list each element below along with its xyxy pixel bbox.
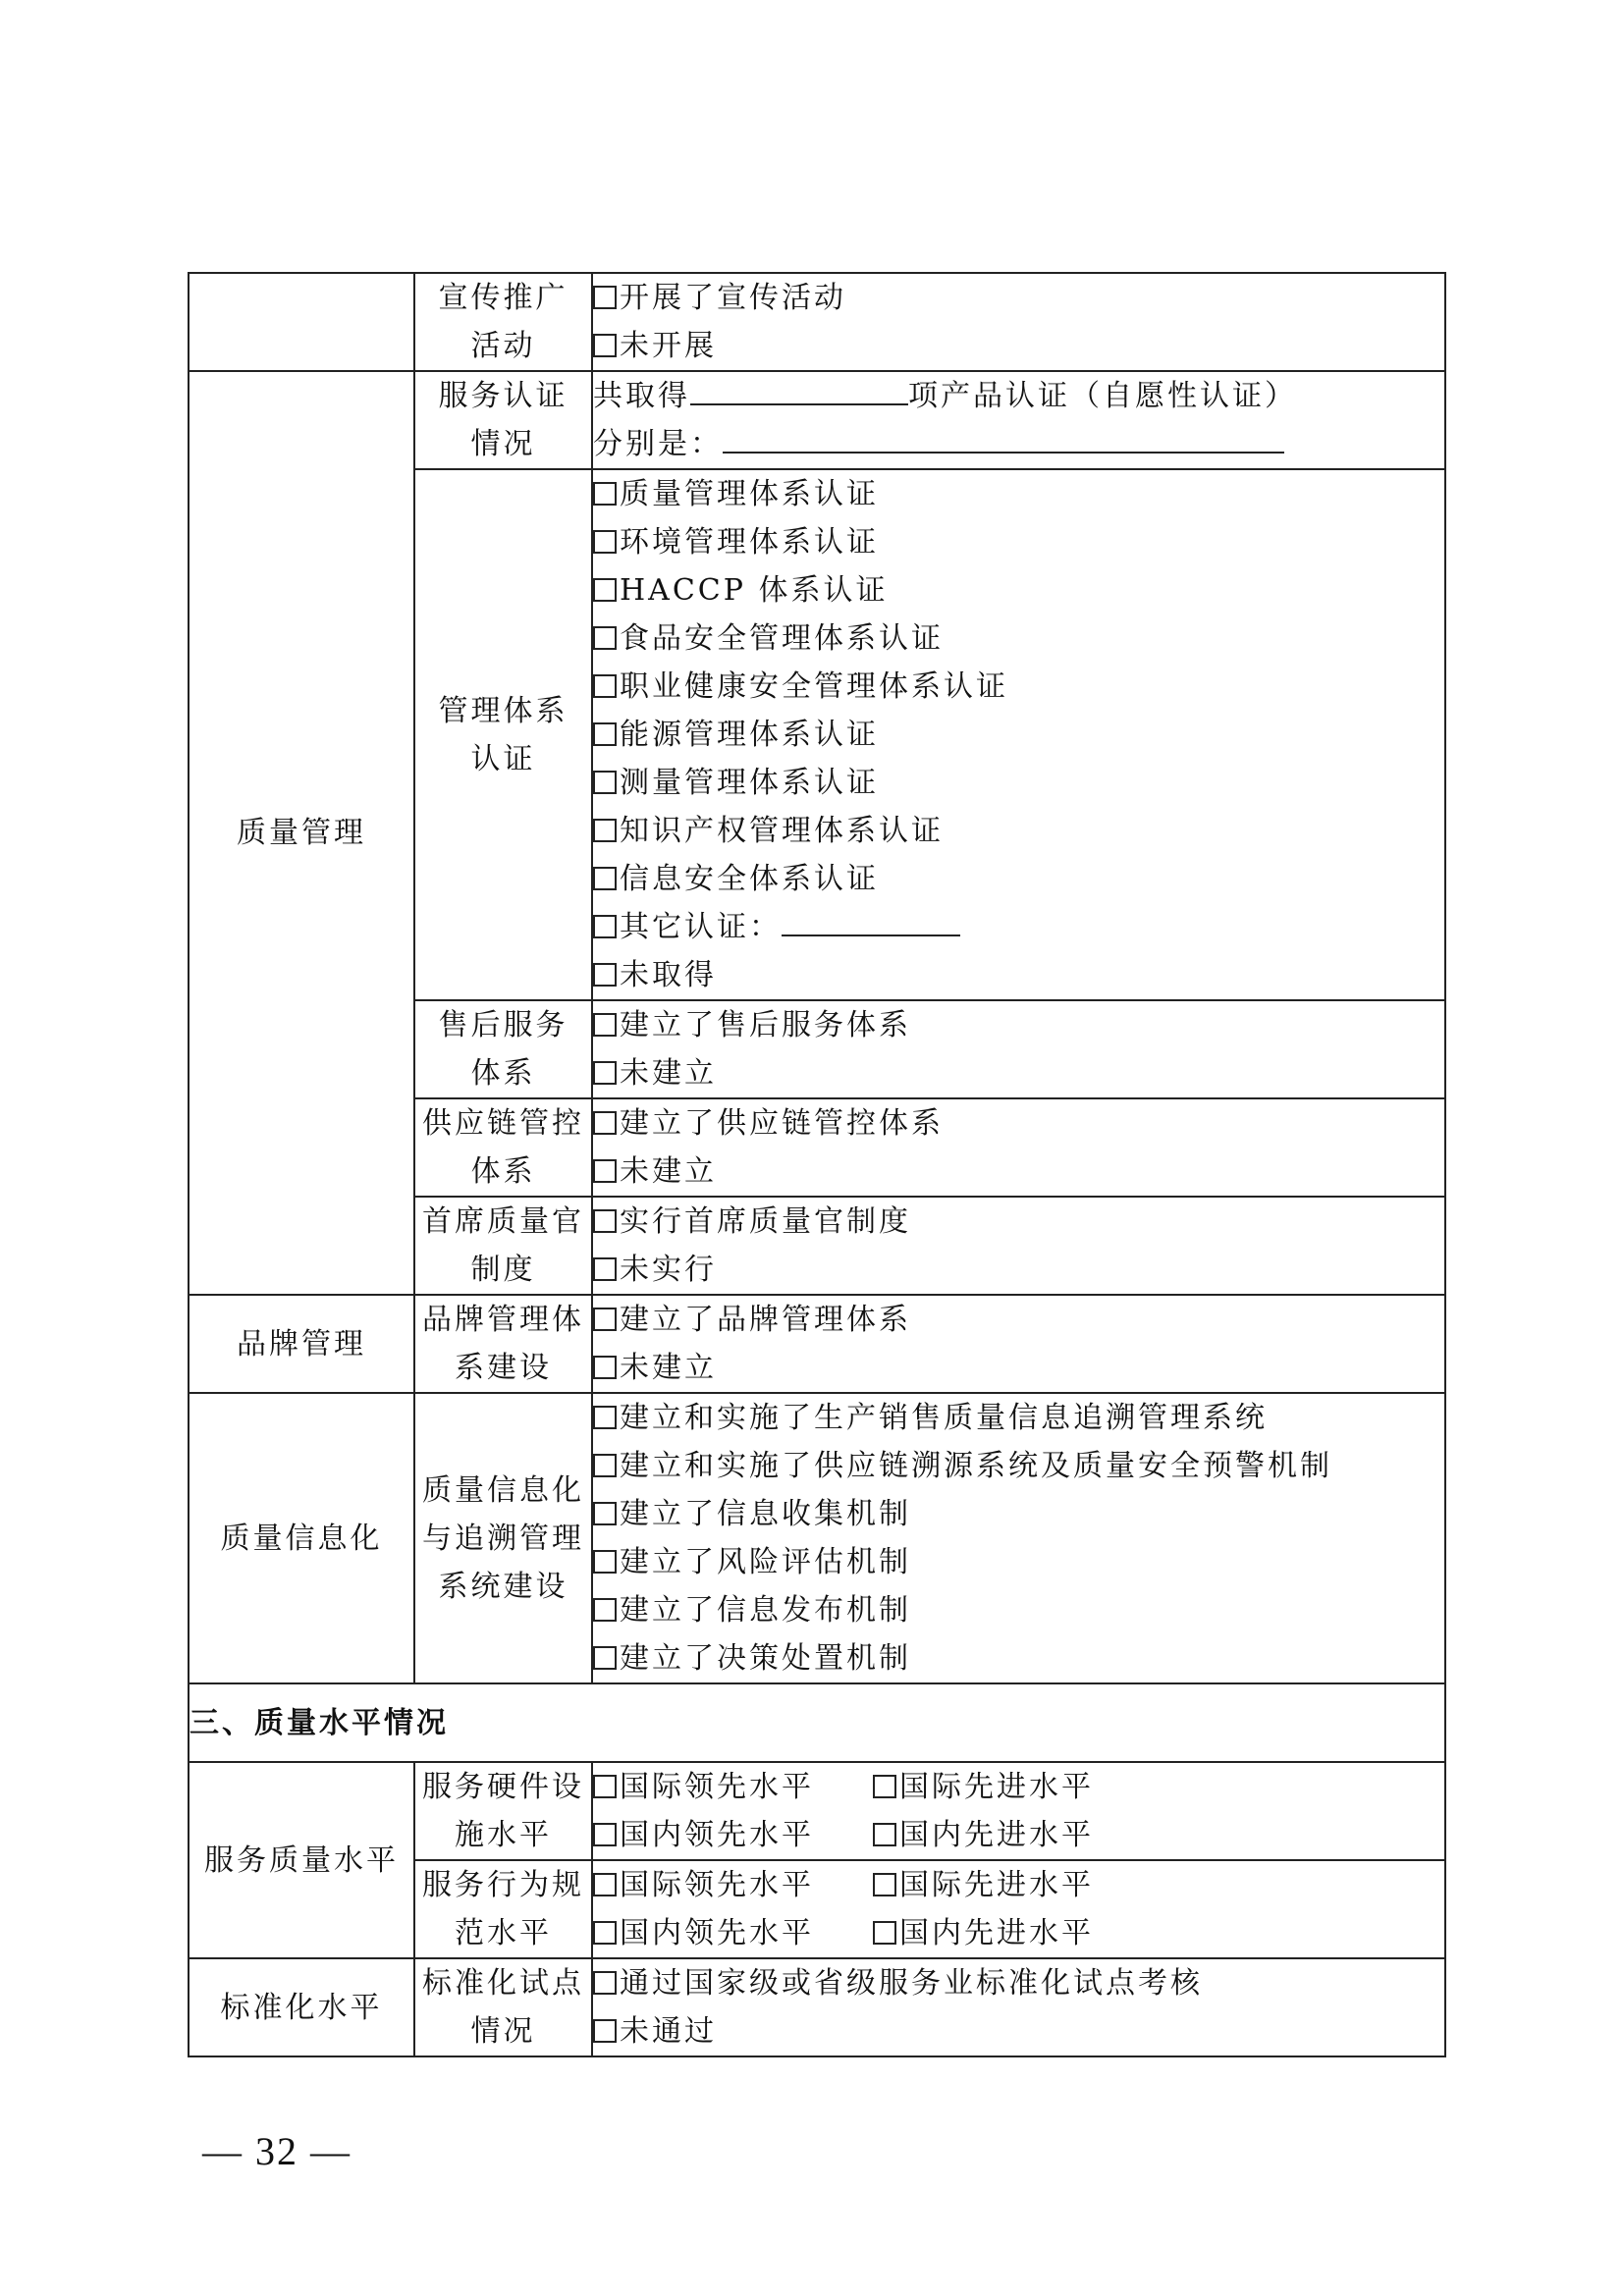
option-label: 建立了风险评估机制 (620, 1545, 911, 1579)
options-cell (592, 1393, 1445, 1683)
checkbox-square-icon (873, 1775, 896, 1798)
checkbox-square-icon (593, 674, 617, 698)
subcategory-text: 与追溯管理 (422, 1521, 584, 1556)
checkbox-square-icon (593, 1775, 617, 1798)
checkbox-square-icon (593, 1257, 617, 1281)
subcategory-cell (414, 1197, 592, 1295)
category-cell-empty (189, 273, 414, 371)
option-label: 未通过 (620, 2014, 717, 2049)
checkbox-option (593, 1811, 873, 1859)
subcategory-text: 范水平 (455, 1916, 552, 1950)
checkbox-square-icon (593, 963, 617, 987)
subcategory-cell (414, 1000, 592, 1098)
subcategory-cell (414, 469, 592, 1000)
option-label: 未建立 (620, 1056, 717, 1091)
option-pair-line (593, 1861, 1444, 1909)
option-label: 建立了信息收集机制 (620, 1497, 911, 1531)
checkbox-option (593, 518, 1444, 566)
fill-in-suffix: 项产品认证（自愿性认证） (908, 379, 1297, 413)
subcategory-text: 制度 (470, 1253, 536, 1287)
checkbox-option (593, 322, 1444, 370)
fill-in-prefix: 共取得 (593, 379, 690, 413)
checkbox-option (593, 1586, 1444, 1634)
option-label: 未取得 (620, 958, 717, 992)
checkbox-option (593, 1538, 1444, 1586)
checkbox-option (873, 1818, 1094, 1852)
option-label: 国内先进水平 (899, 1916, 1094, 1950)
subcategory-text: 质量信息化 (422, 1472, 584, 1508)
subcategory-text: 标准化试点 (422, 1966, 584, 2001)
fill-in-prefix: 分别是： (593, 427, 723, 461)
checkbox-square-icon (593, 771, 617, 794)
page-number: 32 (255, 2129, 298, 2173)
subcategory-text: 系统建设 (438, 1569, 568, 1604)
option-label: 环境管理体系认证 (620, 525, 879, 560)
option-label: 建立了供应链管控体系 (620, 1106, 944, 1141)
enterprise-quality-form (188, 272, 1446, 2057)
checkbox-square-icon (593, 1921, 617, 1945)
checkbox-option (873, 1868, 1094, 1902)
subcategory-cell (414, 1958, 592, 2056)
checkbox-option (593, 855, 1444, 903)
category-cell (189, 371, 414, 1295)
subcategory-text: 活动 (470, 329, 536, 363)
checkbox-option (593, 1148, 1444, 1196)
option-label: 建立了决策处置机制 (620, 1641, 911, 1676)
subcategory-text: 品牌管理体 (422, 1303, 584, 1337)
checkbox-option (593, 807, 1444, 855)
checkbox-square-icon (593, 1971, 617, 1995)
options-cell (592, 1000, 1445, 1098)
table-row-service-hardware (189, 1762, 1445, 1860)
checkbox-option (593, 1909, 873, 1957)
cert-names-line (593, 420, 1444, 468)
checkbox-option (593, 1490, 1444, 1538)
blank-underline (690, 374, 908, 405)
option-label: 建立和实施了生产销售质量信息追溯管理系统 (620, 1401, 1268, 1435)
blank-underline (723, 422, 1284, 454)
category-label: 标准化水平 (220, 1990, 383, 2025)
subcategory-text: 情况 (470, 2014, 536, 2049)
option-label: 建立和实施了供应链溯源系统及质量安全预警机制 (620, 1449, 1332, 1483)
checkbox-option (593, 1099, 1444, 1148)
table-row-standardization (189, 1958, 1445, 2056)
checkbox-option (593, 951, 1444, 999)
subcategory-cell (414, 1393, 592, 1683)
category-cell (189, 1295, 414, 1393)
option-label: 质量管理体系认证 (620, 477, 879, 511)
option-label: 未建立 (620, 1154, 717, 1189)
option-label: 未开展 (620, 329, 717, 363)
option-label: 国内领先水平 (620, 1818, 814, 1852)
option-label: 国内先进水平 (899, 1818, 1094, 1852)
subcategory-cell (414, 1295, 592, 1393)
subcategory-text: 系建设 (455, 1351, 552, 1385)
checkbox-option (593, 663, 1444, 711)
checkbox-square-icon (593, 286, 617, 309)
section-heading: 三、质量水平情况 (189, 1683, 1445, 1762)
option-label: 职业健康安全管理体系认证 (620, 669, 1008, 704)
subcategory-cell (414, 1098, 592, 1197)
checkbox-option (593, 1049, 1444, 1097)
subcategory-text: 认证 (470, 741, 536, 776)
checkbox-square-icon (873, 1823, 896, 1846)
subcategory-text: 供应链管控 (422, 1106, 584, 1141)
checkbox-option (873, 1770, 1094, 1804)
footer-dash: — (310, 2129, 352, 2173)
table-row-section-heading (189, 1683, 1445, 1762)
option-label: 国际领先水平 (620, 1868, 814, 1902)
category-label: 服务质量水平 (204, 1842, 399, 1878)
checkbox-option (593, 1344, 1444, 1392)
checkbox-option (593, 566, 1444, 614)
checkbox-option (593, 903, 1444, 951)
option-pair-line (593, 1763, 1444, 1811)
table-row-service-cert (189, 371, 1445, 469)
table-row-informatization (189, 1393, 1445, 1683)
option-label: 国际领先水平 (620, 1770, 814, 1804)
subcategory-text: 施水平 (455, 1818, 552, 1852)
table-row-brand (189, 1295, 1445, 1393)
options-cell (592, 1958, 1445, 2056)
checkbox-square-icon (593, 1159, 617, 1183)
option-label: HACCP 体系认证 (620, 573, 889, 608)
category-cell (189, 1958, 414, 2056)
checkbox-square-icon (593, 1550, 617, 1574)
checkbox-square-icon (593, 1406, 617, 1429)
subcategory-text: 情况 (470, 427, 536, 461)
subcategory-text: 售后服务 (438, 1008, 568, 1042)
checkbox-square-icon (593, 1502, 617, 1525)
option-label: 建立了信息发布机制 (620, 1593, 911, 1628)
checkbox-option (593, 614, 1444, 663)
category-label: 质量信息化 (220, 1521, 383, 1556)
cert-count-line (593, 372, 1444, 420)
blank-underline (782, 905, 960, 936)
option-label: 食品安全管理体系认证 (620, 621, 944, 656)
checkbox-option (593, 1198, 1444, 1246)
checkbox-option (593, 1442, 1444, 1490)
category-cell (189, 1762, 414, 1958)
checkbox-square-icon (593, 867, 617, 890)
options-cell (592, 371, 1445, 469)
option-label: 能源管理体系认证 (620, 718, 879, 752)
options-cell (592, 1295, 1445, 1393)
options-cell (592, 1098, 1445, 1197)
subcategory-text: 管理体系 (438, 693, 568, 728)
checkbox-option (593, 1959, 1444, 2007)
subcategory-text: 服务认证 (438, 379, 568, 413)
checkbox-square-icon (593, 1646, 617, 1670)
checkbox-square-icon (593, 482, 617, 506)
subcategory-cell (414, 371, 592, 469)
subcategory-text: 首席质量官 (422, 1204, 584, 1239)
subcategory-cell (414, 1860, 592, 1958)
option-pair-line (593, 1909, 1444, 1957)
checkbox-option (593, 274, 1444, 322)
subcategory-text: 体系 (470, 1056, 536, 1091)
checkbox-square-icon (593, 1308, 617, 1331)
option-label: 知识产权管理体系认证 (620, 814, 944, 848)
checkbox-square-icon (593, 1013, 617, 1037)
options-cell (592, 1197, 1445, 1295)
option-label: 未实行 (620, 1253, 717, 1287)
option-pair-line (593, 1811, 1444, 1859)
checkbox-square-icon (593, 722, 617, 746)
option-label: 通过国家级或省级服务业标准化试点考核 (620, 1966, 1203, 2001)
category-label: 质量管理 (237, 816, 366, 850)
checkbox-square-icon (873, 1921, 896, 1945)
option-label: 实行首席质量官制度 (620, 1204, 911, 1239)
options-cell (592, 1762, 1445, 1860)
checkbox-option (593, 759, 1444, 807)
option-label: 开展了宣传活动 (620, 281, 846, 315)
checkbox-square-icon (593, 1209, 617, 1233)
checkbox-option (593, 1001, 1444, 1049)
checkbox-square-icon (593, 2019, 617, 2043)
category-label: 品牌管理 (237, 1326, 366, 1362)
subcategory-text: 宣传推广 (438, 281, 568, 315)
checkbox-option (593, 1634, 1444, 1682)
option-label: 国际先进水平 (899, 1868, 1094, 1902)
options-cell (592, 1860, 1445, 1958)
checkbox-square-icon (593, 578, 617, 602)
option-label: 其它认证： (620, 910, 782, 944)
checkbox-option (593, 470, 1444, 518)
subcategory-cell (414, 273, 592, 371)
option-label: 测量管理体系认证 (620, 766, 879, 800)
checkbox-square-icon (593, 626, 617, 650)
checkbox-option (593, 1861, 873, 1909)
checkbox-option (593, 1296, 1444, 1344)
checkbox-square-icon (593, 915, 617, 938)
options-cell (592, 273, 1445, 371)
checkbox-square-icon (593, 1454, 617, 1477)
checkbox-option (593, 1763, 873, 1811)
subcategory-text: 服务硬件设 (422, 1770, 584, 1804)
option-label: 国内领先水平 (620, 1916, 814, 1950)
option-label: 信息安全体系认证 (620, 862, 879, 896)
option-label: 建立了品牌管理体系 (620, 1303, 911, 1337)
options-cell (592, 469, 1445, 1000)
footer-dash: — (202, 2129, 243, 2173)
subcategory-text: 体系 (470, 1154, 536, 1189)
checkbox-square-icon (593, 1823, 617, 1846)
checkbox-square-icon (593, 1598, 617, 1622)
checkbox-option (593, 1394, 1444, 1442)
page-footer (202, 2128, 352, 2174)
checkbox-square-icon (593, 1111, 617, 1135)
option-label: 国际先进水平 (899, 1770, 1094, 1804)
checkbox-square-icon (593, 1356, 617, 1379)
option-label: 未建立 (620, 1351, 717, 1385)
checkbox-option (873, 1916, 1094, 1950)
checkbox-square-icon (593, 1061, 617, 1085)
subcategory-cell (414, 1762, 592, 1860)
option-label: 建立了售后服务体系 (620, 1008, 911, 1042)
table-row-publicity (189, 273, 1445, 371)
checkbox-square-icon (593, 334, 617, 357)
checkbox-square-icon (593, 530, 617, 554)
checkbox-option (593, 1246, 1444, 1294)
checkbox-square-icon (593, 1873, 617, 1896)
subcategory-text: 服务行为规 (422, 1868, 584, 1902)
category-cell (189, 1393, 414, 1683)
checkbox-option (593, 711, 1444, 759)
checkbox-option (593, 2007, 1444, 2056)
checkbox-square-icon (593, 819, 617, 842)
checkbox-square-icon (873, 1873, 896, 1896)
